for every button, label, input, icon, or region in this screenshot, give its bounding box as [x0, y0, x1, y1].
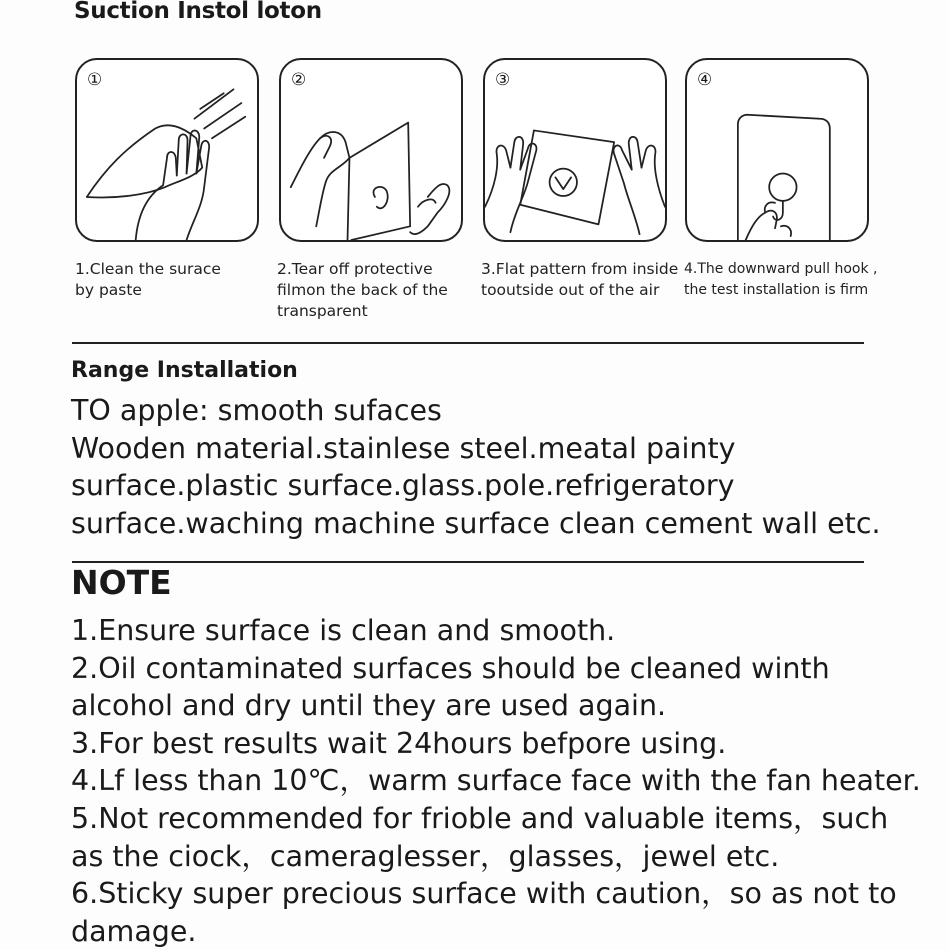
range-line: surface.plastic surface.glass.pole.refrigeratory — [71, 469, 735, 502]
note-line: 1.Ensure surface is clean and smooth. — [71, 614, 616, 647]
step-4-number: ④ — [697, 70, 713, 90]
note-line: 5.Not recommended for frioble and valuable items，such — [71, 801, 889, 835]
press-flat-icon — [485, 60, 665, 240]
step-1-caption: 1.Clean the surace by paste — [75, 260, 221, 299]
note-heading: NOTE — [71, 563, 172, 602]
divider — [72, 561, 864, 563]
step-2-number: ② — [291, 70, 307, 90]
note-line: 4.Lf less than 10℃，warm surface face with the fan heater. — [71, 764, 921, 798]
note-line: 3.For best results wait 24hours befpore using. — [71, 726, 727, 760]
step-3-number: ③ — [495, 70, 511, 90]
wipe-surface-icon — [77, 60, 257, 240]
page-title: Suction Instol loton — [74, 0, 322, 24]
note-line: damage. — [71, 914, 197, 948]
range-line: TO apple: smooth sufaces — [71, 394, 442, 427]
step-2-caption: 2.Tear off protective filmon the back of the transparent — [277, 260, 448, 320]
step-1-panel — [75, 58, 259, 242]
range-description — [71, 392, 941, 542]
range-heading: Range Installation — [71, 358, 298, 383]
step-4-caption: 4.The downward pull hook , the test installation is firm — [684, 261, 878, 298]
note-line: alcohol and dry until they are used again. — [71, 689, 667, 723]
installation-steps — [0, 0, 948, 330]
note-line: 6.Sticky super precious surface with caution，so as not to — [71, 877, 897, 911]
step-3-caption: 3.Flat pattern from inside tooutside out of the air — [481, 260, 679, 299]
step-2-panel — [279, 58, 463, 242]
note-line: as the ciock，cameraglesser，glasses，jewel etc. — [71, 839, 780, 873]
step-4-panel — [685, 58, 869, 242]
pull-hook-icon — [687, 60, 867, 240]
step-1-number: ① — [87, 70, 103, 90]
note-list — [71, 612, 946, 950]
peel-film-icon — [281, 60, 461, 240]
range-line: surface.waching machine surface clean cement wall etc. — [71, 506, 881, 540]
step-3-panel — [483, 58, 667, 242]
note-line: 2.Oil contaminated surfaces should be cleaned winth — [71, 651, 830, 685]
range-line: Wooden material.stainlese steel.meatal painty — [71, 431, 736, 465]
divider — [72, 342, 864, 344]
